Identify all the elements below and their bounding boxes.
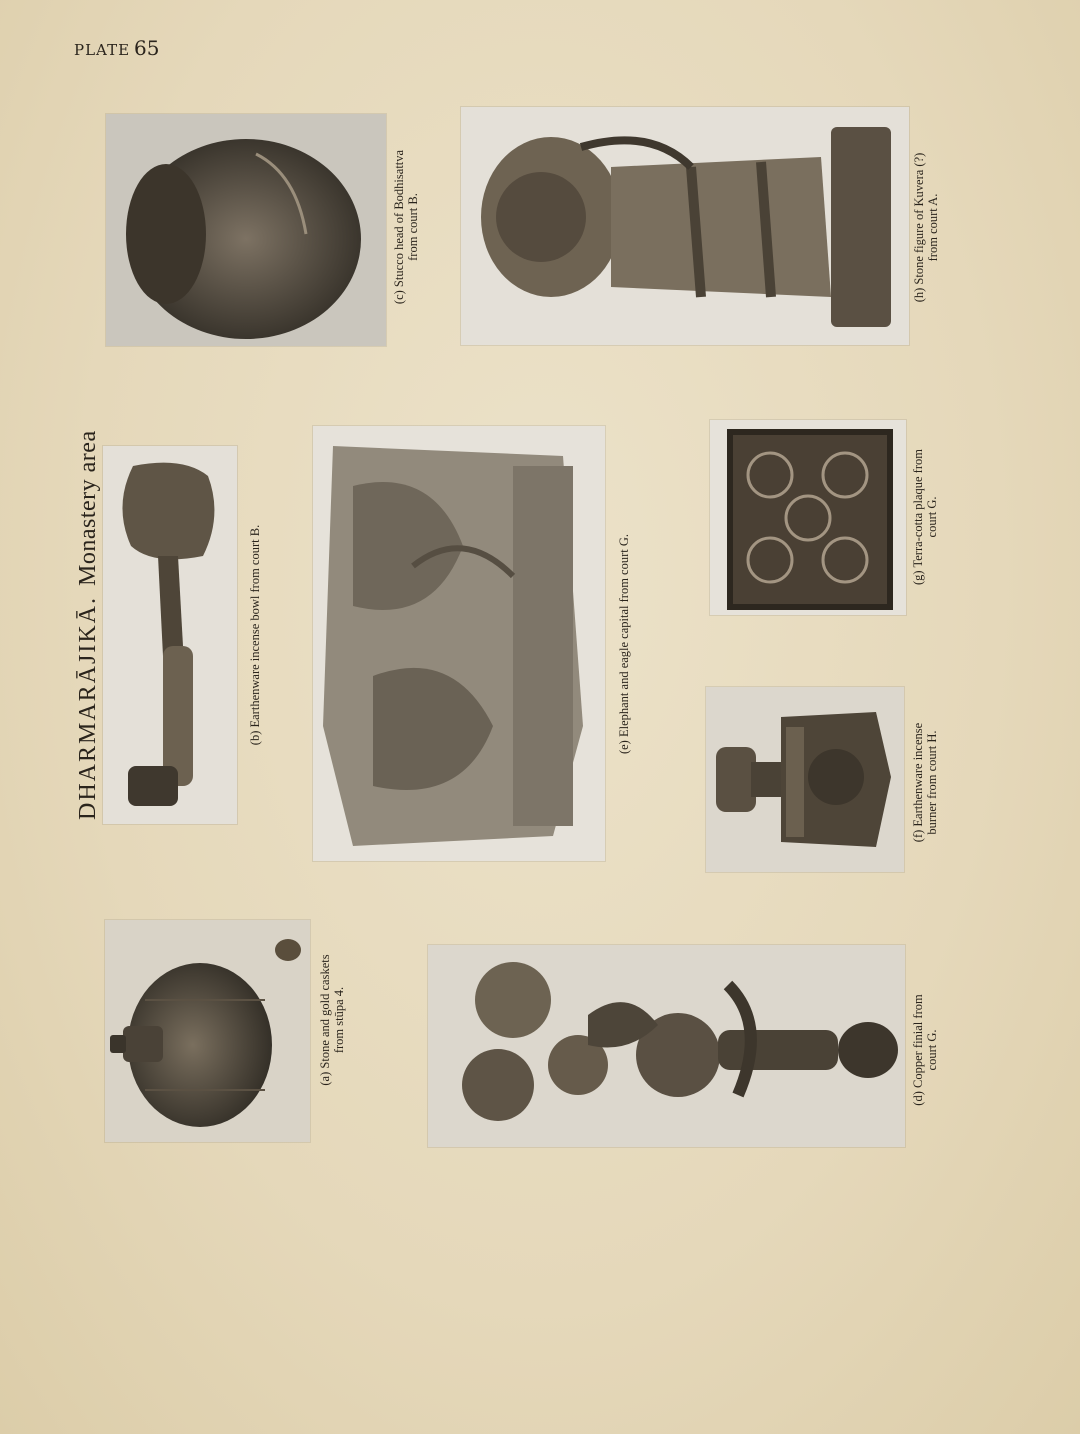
caption-h-line2: from court A. xyxy=(926,193,940,262)
photo-d-copper-finial xyxy=(428,945,905,1147)
plate-label xyxy=(74,36,159,60)
caption-e xyxy=(617,494,631,794)
photo-a-caskets xyxy=(105,920,310,1142)
caption-a-line1: (a) Stone and gold caskets xyxy=(318,954,332,1086)
caption-d xyxy=(911,985,939,1115)
caption-f xyxy=(911,690,939,875)
caption-e-line1: (e) Elephant and eagle capital from court G. xyxy=(617,533,631,755)
caption-c-line2: from court B. xyxy=(406,193,420,261)
plate-title xyxy=(75,420,102,820)
caption-f-line1: (f) Earthenware incense xyxy=(911,722,925,843)
title-site: DHARMARĀJIKĀ. xyxy=(75,595,101,820)
caption-c-line1: (c) Stucco head of Bodhisattva xyxy=(392,149,406,305)
plate-number: 65 xyxy=(134,36,160,60)
photo-b-incense-bowl xyxy=(103,446,237,824)
caption-b xyxy=(248,480,262,790)
caption-g-line1: (g) Terra-cotta plaque from xyxy=(911,449,925,585)
plate-word: PLATE xyxy=(74,41,131,59)
caption-g xyxy=(911,422,939,612)
photo-f-incense-burner xyxy=(706,687,904,872)
caption-h xyxy=(912,120,940,335)
caption-g-line2: court G. xyxy=(925,496,939,538)
caption-d-line2: court G. xyxy=(925,1029,939,1071)
caption-a xyxy=(318,945,346,1095)
title-area: Monastery area xyxy=(75,430,101,586)
photo-c-stucco-head xyxy=(106,114,386,346)
caption-f-line2: burner from court H. xyxy=(925,730,939,835)
photo-e-elephant-eagle-capital xyxy=(313,426,605,861)
caption-a-line2: from stūpa 4. xyxy=(332,986,346,1054)
photo-h-kuvera-figure xyxy=(461,107,909,345)
caption-d-line1: (d) Copper finial from xyxy=(911,994,925,1106)
caption-b-line1: (b) Earthenware incense bowl from court B. xyxy=(248,524,262,746)
photo-g-terracotta-plaque xyxy=(710,420,906,615)
caption-h-line1: (h) Stone figure of Kuvera (?) xyxy=(912,152,926,303)
caption-c xyxy=(392,132,420,322)
